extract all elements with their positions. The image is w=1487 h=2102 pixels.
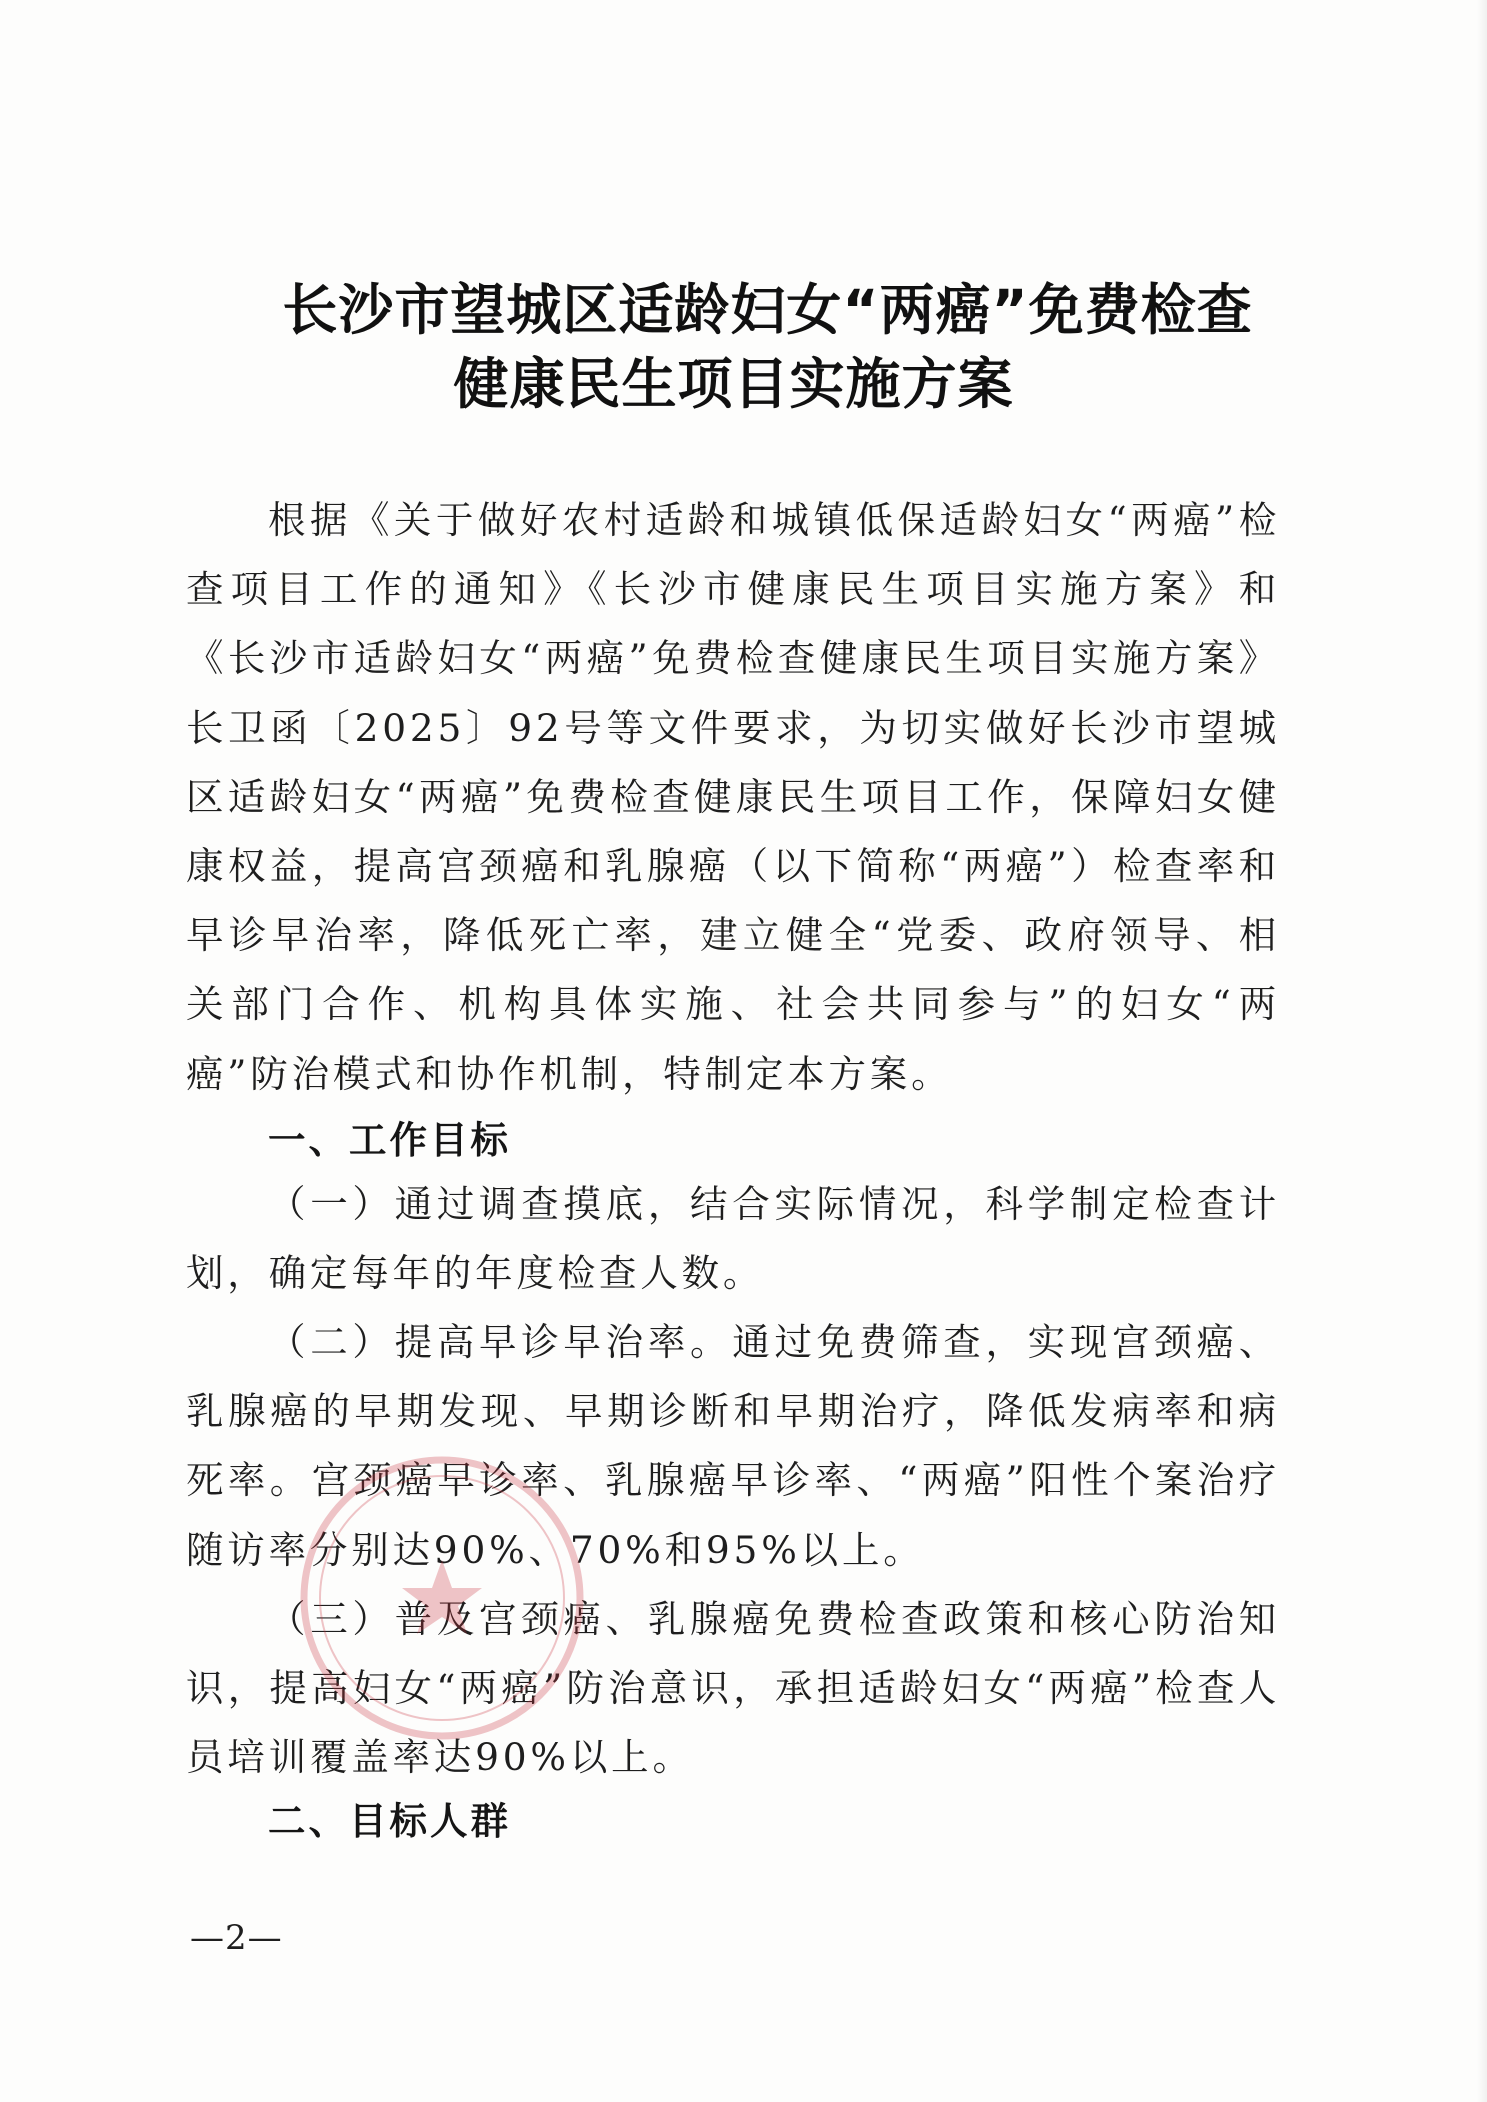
goal-paragraph-3: （三）普及宫颈癌、乳腺癌免费检查政策和核心防治知识，提高妇女“两癌”防治意识，承担适龄妇女“两癌”检查人员培训覆盖率达90%以上。: [186, 1597, 1280, 1780]
goal-paragraph-2: （二）提高早诊早治率。通过免费筛查，实现宫颈癌、乳腺癌的早期发现、早期诊断和早期治疗，降低发病率和病死率。宫颈癌早诊率、乳腺癌早诊率、“两癌”阳性个案治疗随访率分别达90%、70%和95%以上。: [186, 1320, 1280, 1572]
goal-paragraph-1: （一）通过调查摸底，结合实际情况，科学制定检查计划，确定每年的年度检查人数。: [186, 1182, 1280, 1296]
page-number: —2—: [190, 1918, 283, 1958]
document-title-line-2: 健康民生项目实施方案: [453, 352, 1014, 416]
section-heading-work-goals: 一、工作目标: [268, 1118, 511, 1162]
document-title-line-1: 长沙市望城区适龄妇女“两癌”免费检查: [282, 278, 1253, 342]
intro-paragraph: 根据《关于做好农村适龄和城镇低保适龄妇女“两癌”检查项目工作的通知》《长沙市健康民生项目实施方案》和《长沙市适龄妇女“两癌”免费检查健康民生项目实施方案》长卫函〔2025〕92号等文件要求，为切实做好长沙市望城区适龄妇女“两癌”免费检查健康民生项目工作，保障妇女健康权益，提高宫颈癌和乳腺癌（以下简称“两癌”）检查率和早诊早治率，降低死亡率，建立健全“党委、政府领导、相关部门合作、机构具体实施、社会共同参与”的妇女“两癌”防治模式和协作机制，特制定本方案。: [186, 498, 1280, 1096]
section-heading-target-group: 二、目标人群: [268, 1799, 511, 1843]
